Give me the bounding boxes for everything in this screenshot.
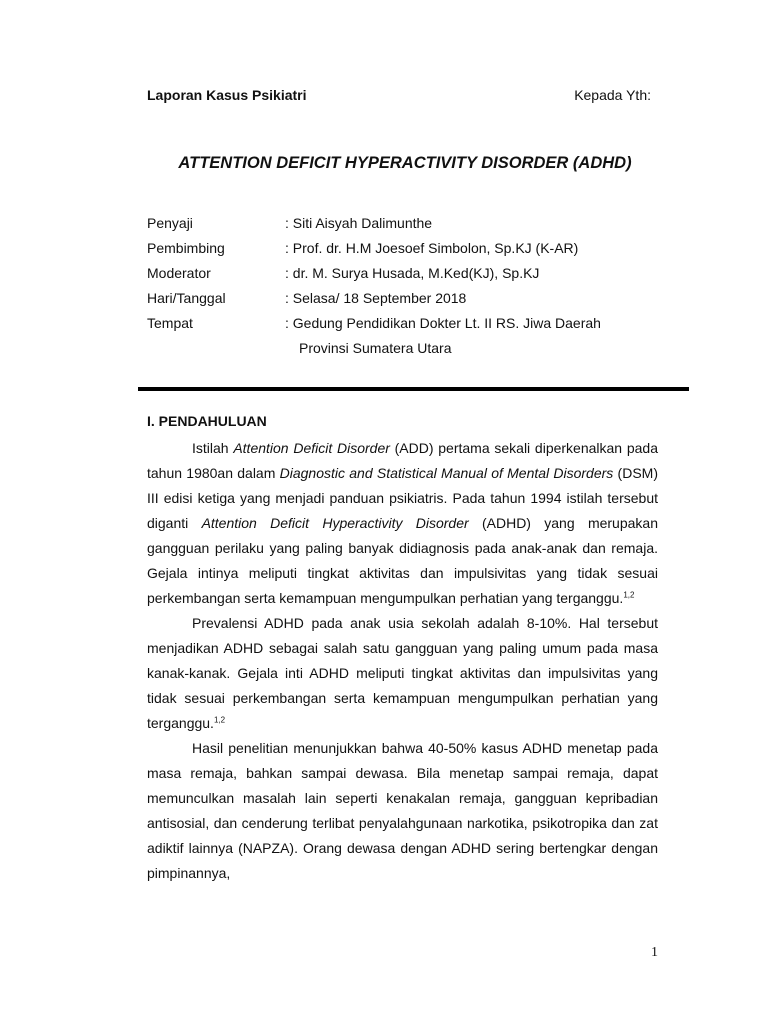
info-value-continuation: Provinsi Sumatera Utara	[299, 340, 452, 356]
info-label: Penyaji	[147, 215, 193, 231]
citation-superscript: 1,2	[213, 715, 226, 725]
page-number: 1	[651, 945, 658, 960]
info-row-place-continued	[147, 336, 601, 361]
report-type-label: Laporan Kasus Psikiatri	[147, 87, 307, 103]
info-row-presenter	[147, 211, 601, 236]
paragraph-1-term-adhd: Attention Deficit Hyperactivity Disorder	[201, 515, 469, 531]
header-divider	[138, 387, 689, 391]
info-row-date	[147, 286, 601, 311]
info-value: : Siti Aisyah Dalimunthe	[285, 215, 433, 231]
info-value: : dr. M. Surya Husada, M.Ked(KJ), Sp.KJ	[285, 265, 540, 281]
paragraph-1-text-g: (ADHD) yang merupakan gangguan perilaku yang paling banyak didiagnosis pada anak-anak dan remaja. Gejala intinya meliputi tingkat aktivitas dan impulsivitas yang tidak sesuai perkembangan serta kemampuan mengumpulkan perhatian yang terganggu.	[147, 515, 658, 606]
info-label: Pembimbing	[147, 240, 225, 256]
paragraph-1	[147, 436, 658, 611]
citation-superscript: 1,2	[623, 590, 635, 600]
document-body	[147, 436, 658, 886]
paragraph-1-text-c: (ADD) pertama sekali diperkenalkan pada tahun 1980an dalam	[147, 440, 658, 481]
info-value: : Selasa/ 18 September 2018	[285, 290, 467, 306]
info-label-empty	[147, 336, 285, 361]
paragraph-1-text-a: Istilah	[192, 440, 234, 456]
paragraph-3-text: Hasil penelitian menunjukkan bahwa 40-50% kasus ADHD menetap pada masa remaja, bahkan sampai dewasa. Bila menetap sampai remaja, dapat memunculkan masalah lain seperti kenakalan remaja, gangguan kepribadian antisosial, dan cenderung terlibat penyalahgunaan narkotika, psikotropika dan zat adiktif lainnya (NAPZA). Orang dewasa dengan ADHD sering bertengkar dengan pimpinannya,	[147, 740, 658, 881]
paragraph-1-term-add: Attention Deficit Disorder	[233, 440, 390, 456]
info-value: : Prof. dr. H.M Joesoef Simbolon, Sp.KJ (K-AR)	[285, 240, 579, 256]
info-label: Hari/Tanggal	[147, 290, 226, 306]
paragraph-2-text: Prevalensi ADHD pada anak usia sekolah adalah 8-10%. Hal tersebut menjadikan ADHD sebagai salah satu gangguan yang paling umum pada masa kanak-kanak. Gejala inti ADHD meliputi tingkat aktivitas dan impulsivitas yang tidak sesuai perkembangan serta kemampuan mengumpulkan perhatian yang terganggu.	[147, 615, 658, 731]
document-title: ATTENTION DEFICIT HYPERACTIVITY DISORDER (ADHD)	[178, 154, 632, 172]
paragraph-1-text-e: (DSM) III edisi ketiga yang menjadi panduan psikiatris. Pada tahun 1994 istilah tersebut diganti	[147, 465, 658, 531]
info-value: : Gedung Pendidikan Dokter Lt. II RS. Jiwa Daerah	[285, 315, 601, 331]
document-header	[147, 87, 651, 103]
paragraph-2	[147, 611, 658, 736]
info-label: Moderator	[147, 265, 211, 281]
section-heading: I. PENDAHULUAN	[147, 413, 267, 429]
info-row-place	[147, 311, 601, 336]
paragraph-3	[147, 736, 658, 886]
recipient-label: Kepada Yth:	[574, 87, 651, 103]
presentation-info	[147, 211, 601, 361]
paragraph-1-term-dsm: Diagnostic and Statistical Manual of Mental Disorders	[279, 465, 614, 481]
info-label: Tempat	[147, 315, 193, 331]
info-row-supervisor	[147, 236, 601, 261]
info-row-moderator	[147, 261, 601, 286]
